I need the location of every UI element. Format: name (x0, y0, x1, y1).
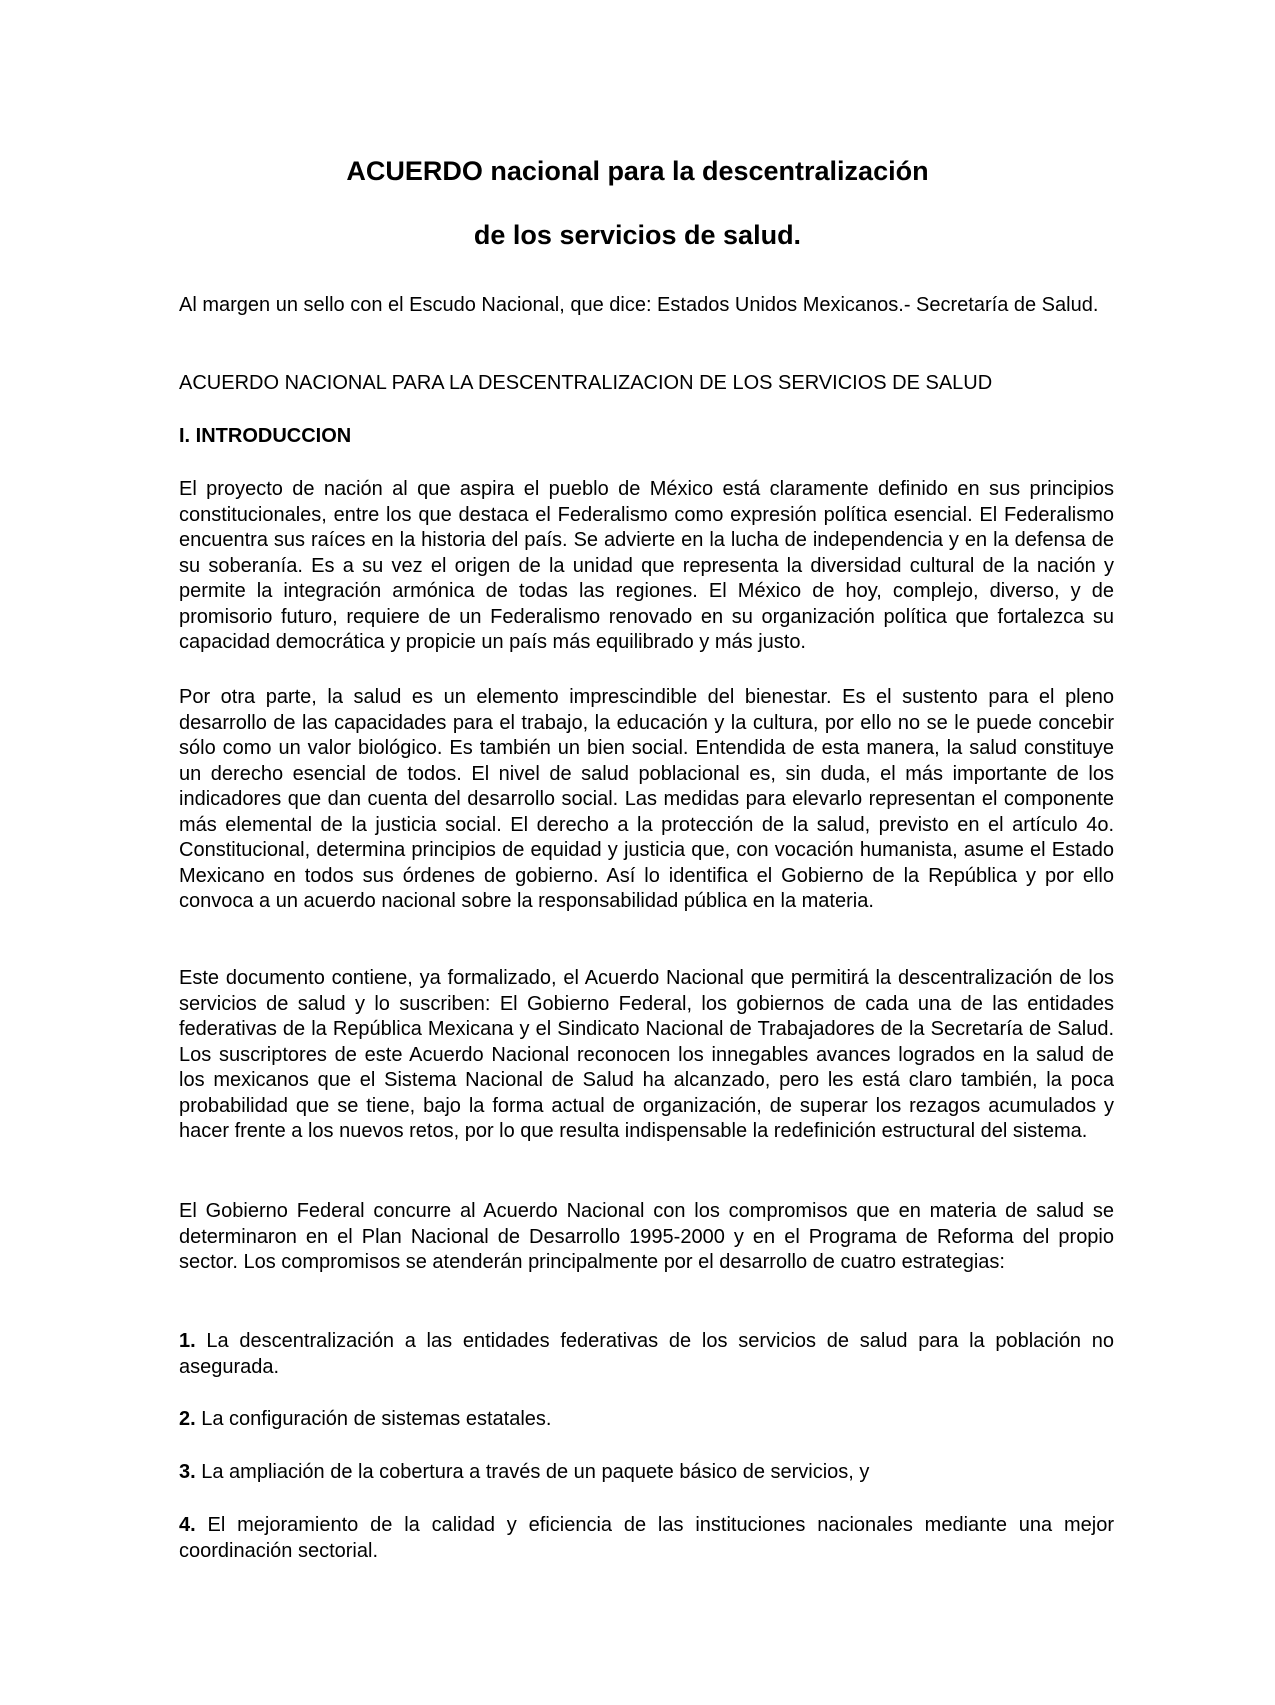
strategy-number: 1. (179, 1330, 196, 1352)
strategy-text: La ampliación de la cobertura a través de un paquete básico de servicios, y (195, 1461, 870, 1483)
strategy-item (179, 1329, 1114, 1380)
strategy-number: 2. (179, 1408, 196, 1430)
document-title-line-1: ACUERDO nacional para la descentralización (346, 156, 929, 186)
strategy-item (179, 1407, 1114, 1433)
paragraph-3: Este documento contiene, ya formalizado, el Acuerdo Nacional que permitirá la descentralización de los servicios de salud y lo suscriben: El Gobierno Federal, los gobiernos de cada una de las entidades federativas de la República Mexicana y el Sindicato Nacional de Trabajadores de la Secretaría de Salud. Los suscriptores de este Acuerdo Nacional reconocen los innegables avances logrados en la salud de los mexicanos que el Sistema Nacional de Salud ha alcanzado, pero les está claro también, la poca probabilidad que se tiene, bajo la forma actual de organización, de superar los rezagos acumulados y hacer frente a los nuevos retos, por lo que resulta indispensable la redefinición estructural del sistema. (179, 967, 1114, 1142)
paragraph-1: El proyecto de nación al que aspira el pueblo de México está claramente definido en sus principios constitucionales, entre los que destaca el Federalismo como expresión política esencial. El Federalismo encuentra sus raíces en la historia del país. Se advierte en la lucha de independencia y en la defensa de su soberanía. Es a su vez el origen de la unidad que representa la diversidad cultural de la nación y permite la integración armónica de todas las regiones. El México de hoy, complejo, diverso, y de promisorio futuro, requiere de un Federalismo renovado en su organización política que fortalezca su capacidad democrática y propicie un país más equilibrado y más justo. (179, 478, 1114, 653)
strategy-text: La configuración de sistemas estatales. (195, 1408, 552, 1430)
paragraph-2: Por otra parte, la salud es un elemento imprescindible del bienestar. Es el sustento para el pleno desarrollo de las capacidades para el trabajo, la educación y la cultura, por ello no se le puede concebir sólo como un valor biológico. Es también un bien social. Entendida de esta manera, la salud constituye un derecho esencial de todos. El nivel de salud poblacional es, sin duda, el más importante de los indicadores que dan cuenta del desarrollo social. Las medidas para elevarlo representan el componente más elemental de la justicia social. El derecho a la protección de la salud, previsto en el artículo 4o. Constitucional, determina principios de equidad y justicia que, con vocación humanista, asume el Estado Mexicano en todos sus órdenes de gobierno. Así lo identifica el Gobierno de la República y por ello convoca a un acuerdo nacional sobre la responsabilidad pública en la materia. (179, 686, 1114, 912)
paragraph-4: El Gobierno Federal concurre al Acuerdo Nacional con los compromisos que en materia de salud se determinaron en el Plan Nacional de Desarrollo 1995-2000 y en el Programa de Reforma del propio sector. Los compromisos se atenderán principalmente por el desarrollo de cuatro estrategias: (179, 1200, 1114, 1273)
strategy-number: 4. (179, 1514, 196, 1536)
strategy-text: El mejoramiento de la calidad y eficiencia de las instituciones nacionales mediante una mejor coordinación sectorial. (179, 1514, 1114, 1562)
strategy-number: 3. (179, 1461, 196, 1483)
document-title-line-2: de los servicios de salud. (473, 220, 802, 250)
strategy-text: La descentralización a las entidades federativas de los servicios de salud para la población no asegurada. (179, 1330, 1114, 1378)
section-heading: I. INTRODUCCION (179, 425, 352, 447)
strategy-item (179, 1513, 1114, 1564)
margin-note: Al margen un sello con el Escudo Nacional, que dice: Estados Unidos Mexicanos.- Secretaría de Salud. (179, 294, 1099, 316)
strategy-item (179, 1460, 1114, 1486)
document-subtitle: ACUERDO NACIONAL PARA LA DESCENTRALIZACION DE LOS SERVICIOS DE SALUD (179, 372, 993, 394)
